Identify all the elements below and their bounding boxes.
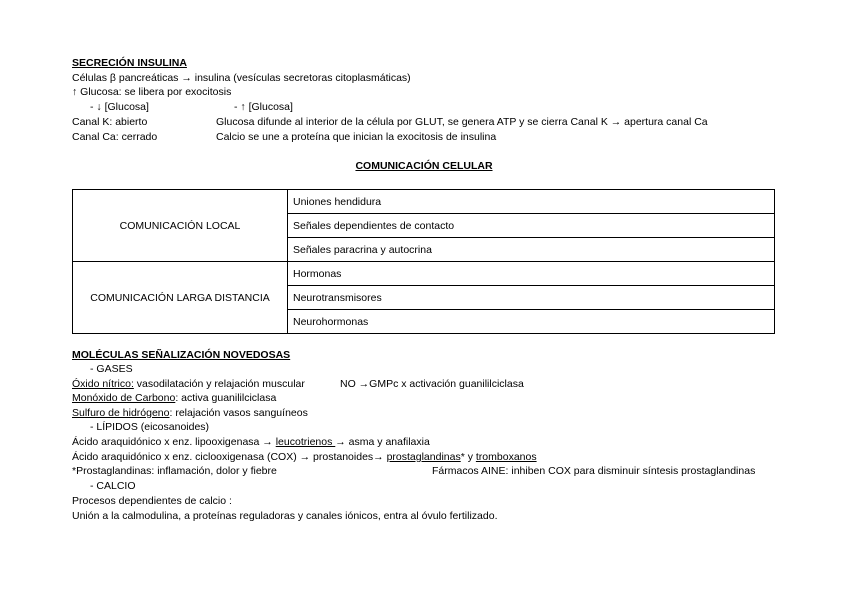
canal-ca-label: Canal Ca: cerrado — [72, 131, 158, 143]
monoxido-line — [72, 392, 276, 405]
table-cell: Neurohormonas — [288, 310, 775, 334]
lipooxigenasa-line — [72, 436, 430, 449]
bullet-glucosa-alta: - ↑ [Glucosa] — [234, 101, 293, 113]
moleculas-heading: MOLÉCULAS SEÑALIZACIÓN NOVEDOSAS — [72, 349, 291, 361]
table-cell: Hormonas — [288, 262, 775, 286]
sulfuro-text: : relajación vasos sanguíneos — [169, 407, 308, 419]
insulina-line-2: ↑ Glucosa: se libera por exocitosis — [72, 86, 232, 98]
insulina-line-1: Células β pancreáticas → insulina (vesículas secretoras citoplasmáticas) — [72, 72, 411, 84]
bullet-gases: - GASES — [90, 363, 133, 375]
table-cell: Uniones hendidura — [288, 190, 775, 214]
bullet-glucosa-baja: - ↓ [Glucosa] — [90, 101, 149, 113]
comunicacion-local-cell: COMUNICACIÓN LOCAL — [73, 190, 288, 262]
leucotrienos-term: leucotrienos — [275, 436, 336, 448]
oxido-nitrico-line — [72, 378, 305, 391]
canal-k-text: Glucosa difunde al interior de la célula por GLUT, se genera ATP y se cierra Canal K → apertura canal Ca — [216, 116, 708, 128]
table-cell: Señales paracrina y autocrina — [288, 238, 775, 262]
cox-mid: * y — [460, 451, 476, 463]
cox-pre: Ácido araquidónico x enz. ciclooxigenasa (COX) → prostanoides→ — [72, 451, 387, 463]
prostaglandinas-note: *Prostaglandinas: inflamación, dolor y fiebre — [72, 465, 277, 477]
table-cell: Señales dependientes de contacto — [288, 214, 775, 238]
bullet-calcio: - CALCIO — [90, 480, 136, 492]
table-row — [73, 190, 775, 214]
table-cell: Neurotransmisores — [288, 286, 775, 310]
tromboxanos-term: tromboxanos — [475, 451, 537, 463]
calcio-line-2: Unión a la calmodulina, a proteínas reguladoras y canales iónicos, entra al óvulo fertilizado. — [72, 510, 498, 522]
canal-ca-text: Calcio se une a proteína que inician la exocitosis de insulina — [216, 131, 497, 143]
aine-note: Fármacos AINE: inhiben COX para disminuir síntesis prostaglandinas — [432, 465, 756, 477]
lipo-post: → asma y anafilaxia — [335, 436, 430, 448]
sulfuro-line — [72, 407, 308, 420]
monoxido-text: : activa guanililciclasa — [175, 392, 277, 404]
canal-k-label: Canal K: abierto — [72, 116, 148, 128]
calcio-line-1: Procesos dependientes de calcio : — [72, 495, 232, 507]
comunicacion-larga-cell: COMUNICACIÓN LARGA DISTANCIA — [73, 262, 288, 334]
oxido-nitrico-text: vasodilatación y relajación muscular — [133, 378, 305, 390]
table-row — [73, 262, 775, 286]
comunicacion-title: COMUNICACIÓN CELULAR — [355, 160, 493, 172]
prostaglandinas-term: prostaglandinas — [386, 451, 461, 463]
insulina-heading: SECRECIÓN INSULINA — [72, 57, 187, 69]
lipo-pre: Ácido araquidónico x enz. lipooxigenasa → — [72, 436, 276, 448]
oxido-nitrico-extra: NO →GMPc x activación guanililciclasa — [340, 378, 524, 390]
oxido-nitrico-term: Óxido nítrico: — [72, 378, 134, 390]
ciclooxigenasa-line — [72, 451, 537, 464]
sulfuro-term: Sulfuro de hidrógeno — [72, 407, 170, 419]
comunicacion-table — [72, 189, 775, 334]
bullet-lipidos: - LÍPIDOS (eicosanoides) — [90, 421, 210, 433]
monoxido-term: Monóxido de Carbono — [72, 392, 176, 404]
